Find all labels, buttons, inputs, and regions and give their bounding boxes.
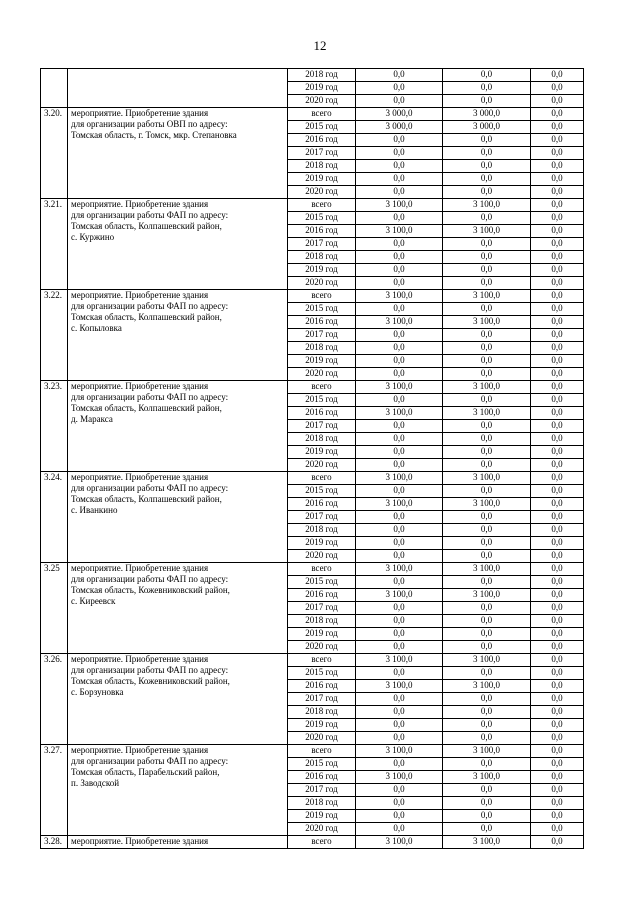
- amount-total: 0,0: [356, 511, 443, 524]
- year-label: 2015 год: [288, 394, 356, 407]
- year-label: 2016 год: [288, 771, 356, 784]
- amount-total: 0,0: [356, 394, 443, 407]
- amount-total: 0,0: [356, 537, 443, 550]
- amount-total: 0,0: [356, 212, 443, 225]
- year-label: 2017 год: [288, 784, 356, 797]
- year-label: 2015 год: [288, 212, 356, 225]
- amount-other: 0,0: [531, 238, 584, 251]
- amount-other: 0,0: [531, 251, 584, 264]
- year-label: 2015 год: [288, 485, 356, 498]
- year-label: всего: [288, 836, 356, 849]
- item-description: мероприятие. Приобретение здания для организации работы ФАП по адресу: Томская область, Колпашевский район, с. Копыловка: [68, 290, 288, 381]
- amount-other: 0,0: [531, 316, 584, 329]
- year-label: всего: [288, 108, 356, 121]
- amount-other: 0,0: [531, 147, 584, 160]
- amount-total: 3 100,0: [356, 654, 443, 667]
- table-row: [41, 199, 584, 212]
- table-row: [41, 563, 584, 576]
- amount-regional: 0,0: [443, 433, 531, 446]
- amount-regional: 0,0: [443, 524, 531, 537]
- year-label: 2018 год: [288, 342, 356, 355]
- amount-regional: 0,0: [443, 303, 531, 316]
- amount-total: 3 100,0: [356, 290, 443, 303]
- year-label: 2017 год: [288, 238, 356, 251]
- amount-regional: 0,0: [443, 615, 531, 628]
- year-label: всего: [288, 563, 356, 576]
- amount-other: 0,0: [531, 121, 584, 134]
- amount-other: 0,0: [531, 69, 584, 82]
- amount-other: 0,0: [531, 537, 584, 550]
- amount-regional: 3 100,0: [443, 745, 531, 758]
- amount-other: 0,0: [531, 472, 584, 485]
- amount-other: 0,0: [531, 368, 584, 381]
- amount-other: 0,0: [531, 576, 584, 589]
- amount-regional: 3 000,0: [443, 108, 531, 121]
- amount-total: 3 100,0: [356, 680, 443, 693]
- amount-regional: 0,0: [443, 706, 531, 719]
- amount-total: 0,0: [356, 420, 443, 433]
- amount-total: 0,0: [356, 264, 443, 277]
- amount-regional: 3 100,0: [443, 199, 531, 212]
- year-label: 2018 год: [288, 433, 356, 446]
- item-number: 3.24.: [41, 472, 68, 563]
- table-row: [41, 836, 584, 849]
- item-number: 3.27.: [41, 745, 68, 836]
- amount-other: 0,0: [531, 394, 584, 407]
- year-label: 2019 год: [288, 628, 356, 641]
- item-number: 3.22.: [41, 290, 68, 381]
- amount-total: 0,0: [356, 719, 443, 732]
- amount-other: 0,0: [531, 303, 584, 316]
- year-label: 2020 год: [288, 277, 356, 290]
- amount-total: 0,0: [356, 693, 443, 706]
- amount-regional: 0,0: [443, 277, 531, 290]
- year-label: 2017 год: [288, 420, 356, 433]
- amount-other: 0,0: [531, 329, 584, 342]
- amount-total: 0,0: [356, 485, 443, 498]
- year-label: 2020 год: [288, 368, 356, 381]
- amount-other: 0,0: [531, 641, 584, 654]
- amount-regional: 0,0: [443, 550, 531, 563]
- year-label: 2020 год: [288, 186, 356, 199]
- page-number: 12: [313, 38, 327, 53]
- table-row: [41, 290, 584, 303]
- year-label: 2017 год: [288, 602, 356, 615]
- item-description: мероприятие. Приобретение здания для организации работы ФАП по адресу: Томская область, Кожевниковский район, с. Киреевск: [68, 563, 288, 654]
- table-row: [41, 654, 584, 667]
- amount-total: 3 100,0: [356, 472, 443, 485]
- amount-regional: 0,0: [443, 446, 531, 459]
- amount-other: 0,0: [531, 173, 584, 186]
- year-label: 2019 год: [288, 446, 356, 459]
- amount-other: 0,0: [531, 797, 584, 810]
- year-label: 2016 год: [288, 134, 356, 147]
- amount-total: 0,0: [356, 758, 443, 771]
- amount-total: 3 100,0: [356, 199, 443, 212]
- amount-total: 0,0: [356, 628, 443, 641]
- amount-other: 0,0: [531, 667, 584, 680]
- amount-other: 0,0: [531, 290, 584, 303]
- amount-total: 3 100,0: [356, 771, 443, 784]
- table-body: [41, 69, 584, 849]
- year-label: 2018 год: [288, 251, 356, 264]
- year-label: 2019 год: [288, 173, 356, 186]
- item-description: мероприятие. Приобретение здания: [68, 836, 288, 849]
- table-row: [41, 472, 584, 485]
- amount-total: 0,0: [356, 95, 443, 108]
- amount-total: 3 100,0: [356, 225, 443, 238]
- amount-regional: 0,0: [443, 810, 531, 823]
- item-description: мероприятие. Приобретение здания для организации работы ФАП по адресу: Томская область, Колпашевский район, д. Маракса: [68, 381, 288, 472]
- amount-regional: 3 100,0: [443, 316, 531, 329]
- year-label: 2018 год: [288, 706, 356, 719]
- year-label: 2015 год: [288, 303, 356, 316]
- amount-other: 0,0: [531, 511, 584, 524]
- amount-total: 0,0: [356, 706, 443, 719]
- amount-total: 0,0: [356, 797, 443, 810]
- amount-regional: 0,0: [443, 641, 531, 654]
- amount-other: 0,0: [531, 693, 584, 706]
- year-label: 2020 год: [288, 550, 356, 563]
- amount-regional: 0,0: [443, 823, 531, 836]
- amount-other: 0,0: [531, 420, 584, 433]
- year-label: 2015 год: [288, 758, 356, 771]
- amount-total: 0,0: [356, 602, 443, 615]
- amount-other: 0,0: [531, 680, 584, 693]
- year-label: 2018 год: [288, 160, 356, 173]
- item-description: [68, 69, 288, 108]
- year-label: 2018 год: [288, 69, 356, 82]
- amount-total: 0,0: [356, 641, 443, 654]
- amount-regional: 0,0: [443, 173, 531, 186]
- amount-other: 0,0: [531, 108, 584, 121]
- amount-other: 0,0: [531, 95, 584, 108]
- year-label: 2020 год: [288, 459, 356, 472]
- amount-total: 0,0: [356, 433, 443, 446]
- amount-regional: 0,0: [443, 251, 531, 264]
- amount-total: 0,0: [356, 784, 443, 797]
- amount-other: 0,0: [531, 407, 584, 420]
- year-label: 2019 год: [288, 264, 356, 277]
- amount-regional: 0,0: [443, 576, 531, 589]
- year-label: 2015 год: [288, 667, 356, 680]
- amount-other: 0,0: [531, 628, 584, 641]
- amount-regional: 0,0: [443, 329, 531, 342]
- amount-regional: 3 100,0: [443, 771, 531, 784]
- amount-total: 0,0: [356, 446, 443, 459]
- amount-regional: 3 100,0: [443, 407, 531, 420]
- amount-total: 0,0: [356, 342, 443, 355]
- amount-total: 0,0: [356, 329, 443, 342]
- amount-other: 0,0: [531, 810, 584, 823]
- amount-regional: 3 100,0: [443, 381, 531, 394]
- amount-total: 0,0: [356, 134, 443, 147]
- year-label: 2016 год: [288, 407, 356, 420]
- amount-total: 0,0: [356, 147, 443, 160]
- amount-total: 3 100,0: [356, 563, 443, 576]
- amount-regional: 0,0: [443, 355, 531, 368]
- amount-regional: 0,0: [443, 147, 531, 160]
- item-number: 3.25: [41, 563, 68, 654]
- amount-total: 0,0: [356, 459, 443, 472]
- amount-regional: 0,0: [443, 186, 531, 199]
- year-label: 2020 год: [288, 95, 356, 108]
- amount-regional: 0,0: [443, 95, 531, 108]
- year-label: 2019 год: [288, 719, 356, 732]
- table-row: [41, 108, 584, 121]
- amount-regional: 0,0: [443, 238, 531, 251]
- amount-total: 3 100,0: [356, 498, 443, 511]
- amount-regional: 0,0: [443, 537, 531, 550]
- year-label: 2020 год: [288, 823, 356, 836]
- amount-regional: 3 100,0: [443, 290, 531, 303]
- amount-regional: 3 100,0: [443, 654, 531, 667]
- amount-total: 3 000,0: [356, 121, 443, 134]
- amount-regional: 3 100,0: [443, 680, 531, 693]
- amount-regional: 0,0: [443, 628, 531, 641]
- amount-regional: 0,0: [443, 485, 531, 498]
- amount-regional: 0,0: [443, 134, 531, 147]
- year-label: 2017 год: [288, 511, 356, 524]
- amount-regional: 0,0: [443, 160, 531, 173]
- year-label: 2019 год: [288, 82, 356, 95]
- amount-other: 0,0: [531, 602, 584, 615]
- year-label: 2016 год: [288, 498, 356, 511]
- year-label: 2018 год: [288, 797, 356, 810]
- item-description: мероприятие. Приобретение здания для организации работы ОВП по адресу: Томская область, г. Томск, мкр. Степановка: [68, 108, 288, 199]
- year-label: 2016 год: [288, 680, 356, 693]
- amount-total: 3 100,0: [356, 407, 443, 420]
- year-label: 2018 год: [288, 615, 356, 628]
- amount-other: 0,0: [531, 381, 584, 394]
- amount-regional: 0,0: [443, 797, 531, 810]
- amount-total: 0,0: [356, 667, 443, 680]
- year-label: 2020 год: [288, 641, 356, 654]
- amount-other: 0,0: [531, 134, 584, 147]
- amount-total: 0,0: [356, 810, 443, 823]
- amount-regional: 3 100,0: [443, 225, 531, 238]
- amount-other: 0,0: [531, 160, 584, 173]
- amount-regional: 0,0: [443, 459, 531, 472]
- amount-other: 0,0: [531, 615, 584, 628]
- amount-other: 0,0: [531, 836, 584, 849]
- amount-other: 0,0: [531, 225, 584, 238]
- amount-other: 0,0: [531, 212, 584, 225]
- amount-total: 3 100,0: [356, 836, 443, 849]
- budget-table: [40, 68, 584, 849]
- amount-regional: 0,0: [443, 420, 531, 433]
- amount-other: 0,0: [531, 199, 584, 212]
- amount-total: 0,0: [356, 238, 443, 251]
- amount-total: 0,0: [356, 615, 443, 628]
- amount-regional: 0,0: [443, 82, 531, 95]
- amount-regional: 0,0: [443, 719, 531, 732]
- item-number: 3.20.: [41, 108, 68, 199]
- amount-other: 0,0: [531, 823, 584, 836]
- amount-regional: 3 000,0: [443, 121, 531, 134]
- year-label: всего: [288, 472, 356, 485]
- item-description: мероприятие. Приобретение здания для организации работы ФАП по адресу: Томская область, Колпашевский район, с. Куржино: [68, 199, 288, 290]
- amount-other: 0,0: [531, 524, 584, 537]
- year-label: 2017 год: [288, 693, 356, 706]
- amount-total: 0,0: [356, 160, 443, 173]
- year-label: всего: [288, 381, 356, 394]
- amount-regional: 3 100,0: [443, 498, 531, 511]
- amount-other: 0,0: [531, 277, 584, 290]
- table-row: [41, 69, 584, 82]
- amount-total: 3 100,0: [356, 745, 443, 758]
- year-label: 2019 год: [288, 537, 356, 550]
- amount-regional: 0,0: [443, 667, 531, 680]
- amount-other: 0,0: [531, 446, 584, 459]
- amount-other: 0,0: [531, 732, 584, 745]
- amount-regional: 0,0: [443, 732, 531, 745]
- amount-regional: 0,0: [443, 758, 531, 771]
- amount-other: 0,0: [531, 745, 584, 758]
- amount-regional: 0,0: [443, 394, 531, 407]
- item-number: [41, 69, 68, 108]
- amount-regional: 0,0: [443, 342, 531, 355]
- year-label: 2017 год: [288, 329, 356, 342]
- amount-total: 3 100,0: [356, 316, 443, 329]
- amount-other: 0,0: [531, 706, 584, 719]
- amount-regional: 3 100,0: [443, 563, 531, 576]
- amount-regional: 0,0: [443, 511, 531, 524]
- year-label: 2016 год: [288, 589, 356, 602]
- amount-regional: 3 100,0: [443, 836, 531, 849]
- amount-other: 0,0: [531, 550, 584, 563]
- year-label: 2016 год: [288, 225, 356, 238]
- amount-other: 0,0: [531, 563, 584, 576]
- amount-total: 0,0: [356, 732, 443, 745]
- item-description: мероприятие. Приобретение здания для организации работы ФАП по адресу: Томская область, Кожевниковский район, с. Борзуновка: [68, 654, 288, 745]
- item-number: 3.23.: [41, 381, 68, 472]
- year-label: 2019 год: [288, 810, 356, 823]
- year-label: 2016 год: [288, 316, 356, 329]
- amount-other: 0,0: [531, 498, 584, 511]
- amount-total: 0,0: [356, 355, 443, 368]
- amount-other: 0,0: [531, 459, 584, 472]
- amount-other: 0,0: [531, 433, 584, 446]
- amount-total: 3 100,0: [356, 589, 443, 602]
- item-number: 3.21.: [41, 199, 68, 290]
- amount-other: 0,0: [531, 485, 584, 498]
- amount-other: 0,0: [531, 784, 584, 797]
- amount-total: 3 000,0: [356, 108, 443, 121]
- year-label: 2015 год: [288, 121, 356, 134]
- year-label: всего: [288, 745, 356, 758]
- amount-other: 0,0: [531, 355, 584, 368]
- amount-regional: 0,0: [443, 693, 531, 706]
- item-description: мероприятие. Приобретение здания для организации работы ФАП по адресу: Томская область, Парабельский район, п. Заводской: [68, 745, 288, 836]
- amount-regional: 0,0: [443, 368, 531, 381]
- amount-other: 0,0: [531, 771, 584, 784]
- item-number: 3.26.: [41, 654, 68, 745]
- amount-total: 0,0: [356, 368, 443, 381]
- amount-total: 0,0: [356, 69, 443, 82]
- amount-total: 3 100,0: [356, 381, 443, 394]
- amount-regional: 3 100,0: [443, 589, 531, 602]
- amount-total: 0,0: [356, 524, 443, 537]
- table-row: [41, 381, 584, 394]
- amount-other: 0,0: [531, 654, 584, 667]
- amount-regional: 0,0: [443, 212, 531, 225]
- item-number: 3.28.: [41, 836, 68, 849]
- amount-other: 0,0: [531, 758, 584, 771]
- year-label: 2017 год: [288, 147, 356, 160]
- item-description: мероприятие. Приобретение здания для организации работы ФАП по адресу: Томская область, Колпашевский район, с. Иванкино: [68, 472, 288, 563]
- year-label: 2015 год: [288, 576, 356, 589]
- amount-total: 0,0: [356, 550, 443, 563]
- amount-total: 0,0: [356, 186, 443, 199]
- year-label: всего: [288, 654, 356, 667]
- amount-regional: 3 100,0: [443, 472, 531, 485]
- year-label: 2020 год: [288, 732, 356, 745]
- year-label: всего: [288, 199, 356, 212]
- amount-total: 0,0: [356, 576, 443, 589]
- amount-total: 0,0: [356, 823, 443, 836]
- amount-total: 0,0: [356, 82, 443, 95]
- amount-other: 0,0: [531, 82, 584, 95]
- amount-total: 0,0: [356, 303, 443, 316]
- year-label: 2018 год: [288, 524, 356, 537]
- amount-other: 0,0: [531, 589, 584, 602]
- amount-other: 0,0: [531, 342, 584, 355]
- amount-regional: 0,0: [443, 69, 531, 82]
- amount-total: 0,0: [356, 173, 443, 186]
- year-label: 2019 год: [288, 355, 356, 368]
- amount-total: 0,0: [356, 251, 443, 264]
- amount-regional: 0,0: [443, 602, 531, 615]
- amount-other: 0,0: [531, 264, 584, 277]
- amount-other: 0,0: [531, 719, 584, 732]
- amount-regional: 0,0: [443, 784, 531, 797]
- amount-regional: 0,0: [443, 264, 531, 277]
- year-label: всего: [288, 290, 356, 303]
- amount-total: 0,0: [356, 277, 443, 290]
- amount-other: 0,0: [531, 186, 584, 199]
- table-row: [41, 745, 584, 758]
